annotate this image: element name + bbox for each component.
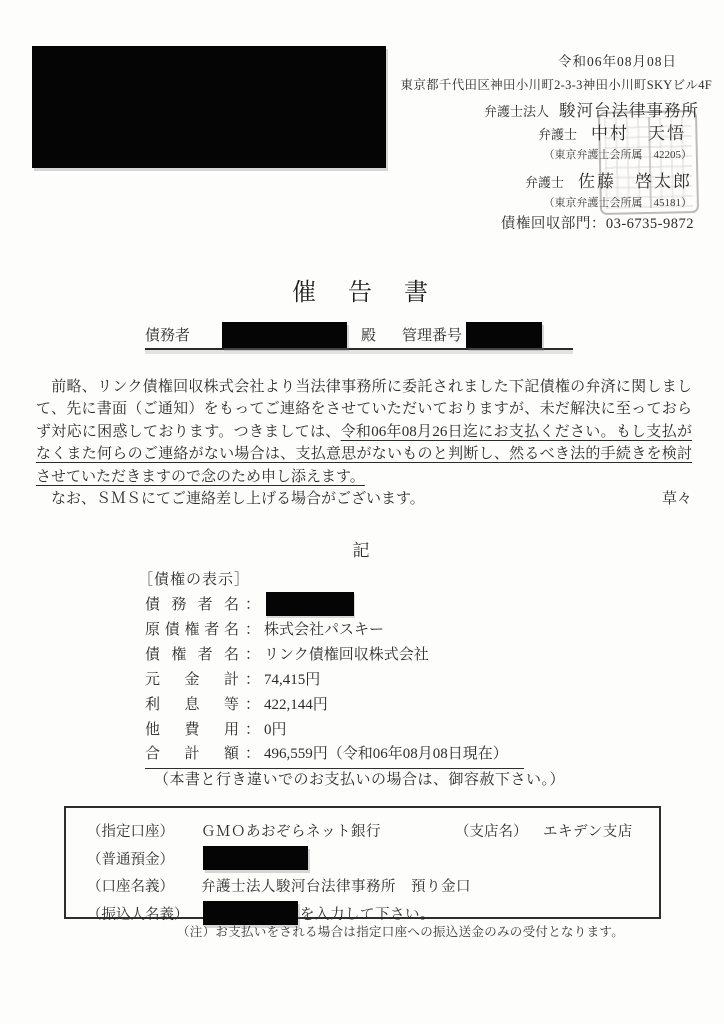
claim-row-debtor [138, 593, 565, 618]
lawyer-2-name: 佐藤 啓太郎 [578, 172, 692, 191]
lawyer-1-title: 弁護士 [537, 127, 577, 142]
lawyer-1-bar-number: （東京弁護士会所属 42205） [543, 149, 692, 161]
section-mark-ki: 記 [352, 541, 372, 560]
debtor-label: 債務者 [145, 328, 191, 344]
claim-details [138, 568, 565, 793]
claim-label-other-fees: 他 費 用 [145, 722, 239, 738]
closing-sousou: 草々 [661, 491, 692, 508]
claim-label-principal: 元 金 計 [145, 672, 239, 688]
bank-row-account-holder [87, 872, 659, 900]
firm-address: 東京都千代田区神田小川町2-3-3神田小川町SKYビル4F [400, 78, 712, 92]
debt-collection-phone: 債権回収部門：03-6735-9872 [500, 216, 694, 232]
lawyer-1-line [538, 119, 686, 144]
document-date: 令和06年08月08日 [558, 54, 677, 69]
claim-label-total: 合 計 額 [145, 746, 239, 762]
bank-name: ＧＭＯあおぞらネット銀行 [201, 824, 381, 841]
claim-colon: ： [245, 746, 261, 762]
firm-type-label: 弁護士法人 [483, 104, 549, 119]
claim-colon: ： [245, 672, 261, 688]
claim-value-other-fees: 0円 [264, 722, 287, 738]
bank-payer-suffix: を入力して下さい。 [300, 906, 435, 923]
bank-label-branch: （支店名） [455, 824, 528, 841]
bank-branch-name: エキデン支店 [543, 824, 633, 841]
claim-colon: ： [245, 622, 261, 638]
claim-value-interest: 422,144円 [264, 697, 328, 713]
body-segment-underlined: 令和06年08月26日迄にお支払ください。もし支払がなくまた何らのご連絡がない場合は、支払意思がないものと判断し、然るべき法的手続きを検討させていただきますので念のため申し添えます。 [36, 423, 692, 485]
lawyer-1-name: 中村 天悟 [591, 124, 686, 143]
management-number-label: 管理番号 [402, 328, 463, 344]
lawyer-2-line [525, 167, 692, 192]
firm-line [484, 97, 699, 121]
redaction-box-claim-debtor [266, 592, 354, 616]
bank-label-designated-account: （指定口座） [87, 824, 174, 841]
debtor-line [145, 312, 573, 350]
claim-row-original-creditor [138, 618, 565, 643]
redaction-box-account-number [203, 846, 308, 870]
claim-label-creditor: 債 権 者 名 [145, 647, 239, 663]
claim-label-original-creditor: 原 債 権 者 名 [145, 622, 239, 638]
claim-colon: ： [245, 597, 261, 613]
claim-total-underlined [145, 742, 524, 769]
claim-value-original-creditor: 株式会社パスキー [264, 622, 385, 638]
claim-colon: ： [245, 647, 261, 663]
claim-value-principal: 74,415円 [264, 672, 321, 688]
redaction-box-management-number [466, 322, 542, 348]
lawyer-2-bar-number: （東京弁護士会所属 45181） [543, 197, 692, 209]
claim-row-interest [138, 693, 565, 718]
document-title: 催 告 書 [292, 280, 432, 306]
honorific-dono: 殿 [361, 328, 377, 344]
claim-row-other-fees [138, 718, 565, 743]
claim-crossing-note: （本書と行き違いでのお支払いの場合は、御容赦下さい。） [154, 772, 566, 788]
body-segment-1: 前略、リンク債権回収株式会社より当法律事務所に委託されました下記債権の弁済に関しまして、先に書面（ご通知）をもってご連絡をさせていただいておりますが、未だ解決に至っておらず対応に困惑しております。つきましては、 [36, 379, 692, 440]
body-text [36, 376, 692, 488]
sms-closing-row [36, 488, 692, 510]
claim-label-interest: 利 息 等 [145, 697, 239, 713]
bank-label-account-holder: （口座名義） [87, 879, 174, 896]
bank-row-account-number [87, 845, 659, 873]
lawyer-2-title: 弁護士 [524, 175, 564, 190]
claim-colon: ： [245, 722, 261, 738]
redaction-box-debtor-name [222, 322, 347, 348]
bank-row-designated-account [87, 817, 659, 845]
bank-account-holder: 弁護士法人駿河台法律事務所 預り金口 [201, 879, 471, 896]
body-paragraph [36, 376, 692, 510]
bank-label-account-number: （普通預金） [87, 851, 174, 868]
claim-label-debtor: 債 務 者 名 [145, 597, 239, 613]
bank-label-payer-name: （振込人名義） [87, 906, 189, 923]
sms-notice: なお、ＳＭＳにてご連絡差し上げる場合がございます。 [36, 491, 425, 508]
payment-method-footnote: （注）お支払いをされる場合は指定口座への振込送金のみの受付となります。 [177, 925, 625, 939]
claim-row-creditor [138, 643, 565, 668]
claim-row-principal [138, 668, 565, 693]
claim-colon: ： [245, 697, 261, 713]
bank-account-box [64, 806, 661, 923]
firm-name: 駿河台法律事務所 [559, 101, 699, 120]
redaction-box-sender-address [32, 46, 386, 168]
claim-heading: ［債権の表示］ [138, 572, 251, 588]
claim-row-total [138, 743, 565, 768]
claim-value-creditor: リンク債権回収株式会社 [264, 647, 429, 663]
claim-value-total: 496,559円（令和06年08月08日現在） [264, 746, 508, 762]
